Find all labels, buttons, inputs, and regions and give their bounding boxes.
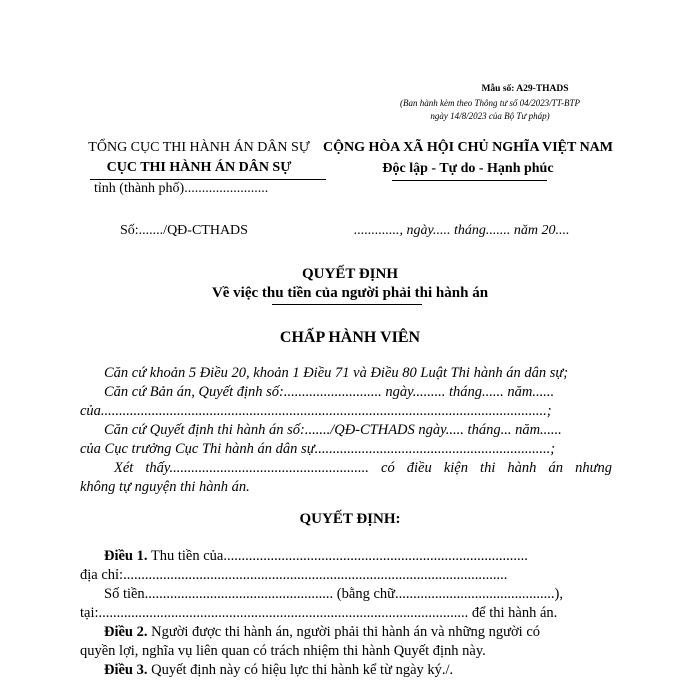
article-3-text: Quyết định này có hiệu lực thi hành kể từ ngày ký./.	[147, 662, 454, 678]
article-3-label: Điều 3.	[104, 662, 148, 678]
article-1	[80, 547, 612, 566]
agency-name: TỔNG CỤC THI HÀNH ÁN DÂN SỰ	[88, 140, 310, 155]
form-code-block	[440, 84, 610, 94]
articles	[80, 547, 612, 680]
legal-bases	[80, 364, 612, 497]
authority-heading: CHẤP HÀNH VIÊN	[279, 329, 421, 346]
document-number: Số:......./QĐ-CTHADS	[120, 223, 248, 238]
motto-underline	[392, 180, 547, 181]
article-1-amount: Số tiền.................................................... (bằng chữ............................................),	[104, 586, 563, 602]
document-title: QUYẾT ĐỊNH	[302, 266, 398, 282]
article-2	[80, 623, 612, 642]
basis-consideration: Xét thấy....................................................... có điều kiện thi hành án nhưng	[114, 460, 612, 476]
article-3	[80, 661, 612, 680]
subtitle-underline	[272, 304, 422, 305]
department-underline	[90, 179, 326, 180]
basis-enforcement-decision: Căn cứ Quyết định thi hành án số:......./QĐ-CTHADS ngày..... tháng... năm......	[104, 422, 562, 438]
article-2-text: Người được thi hành án, người phải thi hành án và những người có	[147, 624, 541, 640]
basis-consideration-cont: không tự nguyện thi hành án.	[80, 479, 250, 495]
basis-judgment-issuer: của...........................................................................................................................;	[80, 403, 552, 419]
country-name: CỘNG HÒA XÃ HỘI CHỦ NGHĨA VIỆT NAM	[322, 140, 613, 155]
form-code: Mẫu số: A29-THADS	[481, 84, 569, 94]
form-issued-line2: ngày 14/8/2023 của Bộ Tư pháp)	[430, 111, 550, 121]
article-1-text: Thu tiền của....................................................................................	[147, 548, 528, 564]
article-2-label: Điều 2.	[104, 624, 148, 640]
basis-enforcement-issuer: của Cục trưởng Cục Thi hành án dân sự.................................................................;	[80, 441, 556, 457]
place-date: ............., ngày..... tháng....... năm 20....	[354, 223, 570, 238]
basis-judgment: Căn cứ Bản án, Quyết định số:........................... ngày......... tháng...... năm......	[104, 384, 555, 400]
form-issued-line1: (Ban hành kèm theo Thông tư số 04/2023/TT-BTP	[400, 98, 580, 108]
province-line: tỉnh (thành phố)........................	[94, 181, 269, 196]
national-motto: Độc lập - Tự do - Hạnh phúc	[382, 161, 554, 176]
article-2-cont: quyền lợi, nghĩa vụ liên quan có trách nhiệm thi hành Quyết định này.	[80, 643, 486, 659]
basis-law: Căn cứ khoản 5 Điều 20, khoản 1 Điều 71 và Điều 80 Luật Thi hành án dân sự;	[104, 365, 569, 381]
decision-heading: QUYẾT ĐỊNH:	[299, 511, 401, 527]
article-1-label: Điều 1.	[104, 548, 148, 564]
department-name: CỤC THI HÀNH ÁN DÂN SỰ	[106, 160, 292, 175]
article-1-location: tại:...................................................................................................... để thi hành án.	[80, 605, 558, 621]
article-1-address: địa chỉ:..........................................................................................................	[80, 567, 508, 583]
document-subtitle: Về việc thu tiền của người phải thi hành án	[211, 285, 489, 301]
